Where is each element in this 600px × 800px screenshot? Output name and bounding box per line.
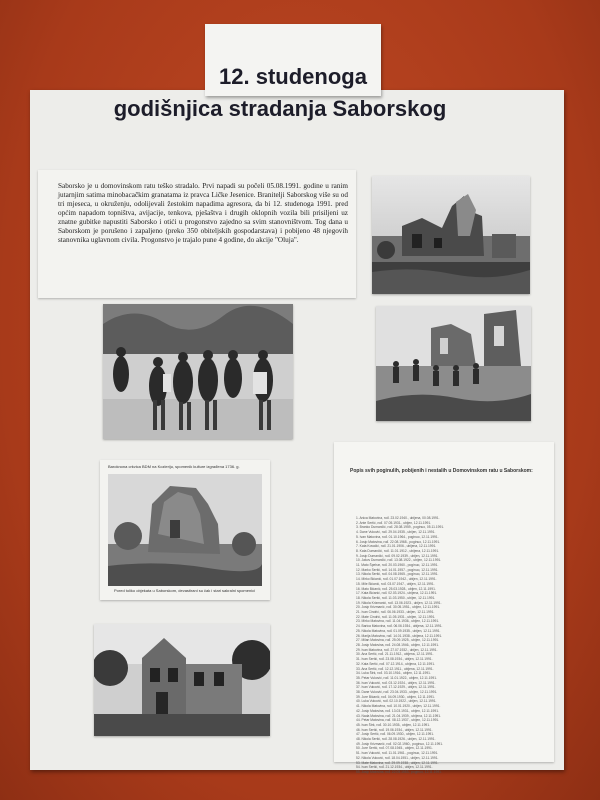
victim-list-item: 13. Nikola Sertić, rođ. 04.08.1965., poginuo, 12.11.1991. bbox=[356, 572, 439, 577]
victim-list-item: 35. Petar Vuković, rođ. 11.01.1922., ubijen, 12.11.1991. bbox=[356, 675, 437, 680]
stone-ruin-card bbox=[100, 460, 270, 600]
victim-list-item: 24. Barica Matovina, rođ. 06.06.1934., ubijena, 12.11.1991. bbox=[356, 624, 443, 629]
victim-list-item: 45. Ivan Štrk, rođ. 30.10.1935., ubijen, 12.11.1991. bbox=[356, 722, 430, 727]
victim-list-item: 9. Josip Dumančić, rođ. 09.02.1939., ubijen, 12.11.1991. bbox=[356, 553, 439, 558]
victim-list-item: 17. Kata Bićanić, rođ. 02.03.1924., ubijena, 12.11.1991. bbox=[356, 591, 438, 596]
victim-list-item: 50. Jure Sertić, rođ. 07.08.1945., ubijen, 12.11.1991. bbox=[356, 746, 433, 751]
victim-list-item: 7. Kata Kovačić, rođ. 21.01.1906., ubijena, 12.11.1991. bbox=[356, 544, 437, 549]
victim-list-item: 5. Ivan Matovina, rođ. 01.10.1964., poginuo, 12.11.1991. bbox=[356, 534, 439, 539]
victim-list-item: 1. Anica Matovina, rođ. 23.02.1940., ubijena, 00.08.1991. bbox=[356, 516, 440, 520]
victim-list-item: 36. Ivan Vuković, rođ. 03.12.1924., ubijen, 12.11.1991. bbox=[356, 680, 436, 685]
stone-ruin-caption-bottom: Pored toliko objekata u Saborskom, devastirani su čak i stari sakralni spomenici bbox=[114, 588, 255, 593]
victim-list-item: 49. Josip Krizmanić, rođ. 02.02.1960., poginuo, 12.11.1991. bbox=[356, 741, 443, 746]
victim-list-item: 29. Ivan Matovina, rođ. 27.07.1932., ubijen, 12.11.1991. bbox=[356, 647, 438, 652]
victim-list-item: 31. Ivan Sertić, rođ. 23.08.1934., ubijen, 12.11.1991. bbox=[356, 657, 433, 662]
victim-list-item: 40. Luka Vuković, rođ. 02.10.1922., ubijen, 12.11.1991. bbox=[356, 699, 437, 704]
victim-list-item: 19. Nikola Krizmanić, rođ. 13.06.1923., ubijen, 12.11.1991. bbox=[356, 600, 442, 605]
victim-list-item: 51. Ivan Vuković, rođ. 11.01.1961., poginuo, 12.11.1991. bbox=[356, 751, 439, 756]
victim-list-item: 2. Ante Sertić, rođ. 07.05.1931., ubijen, 12.11.1991. bbox=[356, 520, 432, 525]
victim-list-item: 48. Nikola Sertić, rođ. 28.08.1926., ubijen, 12.11.1991. bbox=[356, 737, 436, 742]
victims-list bbox=[356, 516, 546, 775]
victim-list-item: 22. Mate Cindrić, rođ. 11.05.1931., ubijen, 12.11.1991. bbox=[356, 614, 436, 619]
stone-ruin-photo bbox=[108, 474, 262, 586]
victim-list-item: 37. Ivan Vuković, rođ. 17.12.1929., ubijen, 12.11.1991. bbox=[356, 685, 436, 690]
victims-list-title: Popis svih poginulih, pobijenih i nestalih u Domovinskom ratu u Saborskom: bbox=[350, 468, 533, 474]
victim-list-item: 54. Ivan Sertić, rođ. 21.12.1934., ubijen, 12.11.1991. bbox=[356, 765, 433, 770]
victim-list-item: 6. Josip Matovina, rođ. 22.08.1968., poginuo, 12.11.1991. bbox=[356, 539, 441, 544]
victim-list-item: 28. Josip Matovina, rođ. 24.08.1946., ubijen, 12.11.1991. bbox=[356, 642, 439, 647]
victim-list-item: 38. Dane Vuković, rođ. 23.04.1933., ubijen, 12.11.1991. bbox=[356, 690, 438, 695]
victim-list-item: 55. Josip Matovina, rođ. 22.05.1953., poginuo, 12.11.1991. bbox=[356, 769, 442, 774]
stone-ruin-caption-top: Baroknona crkvica BDM na Kozleriju, spomenik kulture izgrađena 1736. g. bbox=[108, 464, 240, 469]
victim-list-item: 39. Jure Bićanić, rođ. 04.09.1930., ubijen, 12.11.1991. bbox=[356, 694, 435, 699]
victims-list-card bbox=[334, 442, 554, 774]
victim-list-item: 26. Marija Matovina, rođ. 14.01.1938., ubijena, 12.11.1991. bbox=[356, 633, 443, 638]
victim-list-item: 25. Nikola Matovina, rođ. 01.09.1935., ubijen, 12.11.1991. bbox=[356, 628, 441, 633]
title-card bbox=[205, 24, 381, 96]
victim-list-item: 41. Nikola Matovina, rođ. 10.01.1920., ubijen, 12.11.1991. bbox=[356, 704, 441, 709]
title-line-1: 12. studenoga bbox=[219, 64, 367, 89]
victim-list-item: 21. Ivan Cindrić, rođ. 06.06.1933., ubijen, 12.11.1991. bbox=[356, 610, 435, 615]
victim-list-item: 46. Ivan Sertić, rođ. 19.06.1934., ubijen, 12.11.1991. bbox=[356, 727, 433, 732]
victim-list-item: 52. Nikola Vuković, rođ. 18.04.1951., ubijen, 12.11.1991. bbox=[356, 755, 439, 760]
procession-photo bbox=[103, 304, 293, 439]
victim-list-item: 47. Josip Sertić, rođ. 06.09.1930., ubijen, 12.11.1991. bbox=[356, 732, 435, 737]
title-line-2: godišnjica stradanja Saborskog bbox=[113, 96, 447, 121]
victim-list-item: 34. Luka Štrk, rođ. 03.10.1916., ubijen, 12.11.1991. bbox=[356, 671, 431, 676]
victim-list-item: 43. Nada Matovina, rođ. 21.04.1939., ubijena, 12.11.1991. bbox=[356, 713, 441, 718]
victim-list-item: 27. Milan Matovina, rođ. 25.09.1925., ubijen, 12.11.1991. bbox=[356, 638, 440, 643]
victim-list-item: 32. Kata Sertić, rođ. 07.12.1914., ubijena, 12.11.1991. bbox=[356, 661, 435, 666]
victim-list-item: 42. Josip Matovina, rođ. 13.03.1931., ubijen, 12.11.1991. bbox=[356, 708, 439, 713]
victim-list-item: 11. Mato Špehar, rođ. 20.03.1960., poginuo, 12.11.1991. bbox=[356, 563, 439, 568]
victim-list-item: 14. Mirko Bićanić, rođ. 01.07.1942., ubijen, 12.11.1991. bbox=[356, 577, 437, 582]
intro-text: Saborsko je u domovinskom ratu teško stradalo. Prvi napadi su počeli 05.08.1991. godine u ranim jutarnjim satima minobacačkim granatama iz pravca Ličke Jesenice. Branitelji Saborskog više su od tri mjeseca, u okruženju, odolijevali žestokim napadima agresora, da bi 12. studenoga 1991. pred općim napadom topništva, avijacije, tenkova, pješaštva i drugih oklopnih vozila bili prisiljeni uz znatne gubitke napustiti Saborsko i otići u progonstvo zajedno sa svim stanovništvom. Tog dana u Saborskom je porušeno i zapaljeno (preko 350 obiteljskih gospodarstava) i pobijeno 48 njegovih stanovnika uglavnom civila. Progonstvo je trajalo pune 4 godine, do akcije "Oluja". bbox=[58, 182, 348, 244]
victim-list-item: 53. Mate Matovina, rođ. 29.09.1938., ubijen, 12.11.1991. bbox=[356, 760, 439, 765]
ruined-house-photo bbox=[372, 176, 530, 294]
church-ruin-crowd-photo bbox=[376, 306, 531, 421]
victim-list-item: 33. Ana Sertić, rođ. 12.12.1911., ubijena, 12.11.1991. bbox=[356, 666, 434, 671]
victim-list-item: 30. Ana Sertić, rođ. 21.11.1912., ubijena, 12.11.1991. bbox=[356, 652, 434, 657]
victim-list-item: 15. Mile Bićanić, rođ. 03.07.1947., ubijen, 12.11.1991. bbox=[356, 581, 435, 586]
victim-list-item: 44. Petar Matovina, rođ. 08.12.1937., ubijen, 12.11.1991. bbox=[356, 718, 440, 723]
victim-list-item: 10. Jakov Dumančić, rođ. 13.08.1922., ubijen, 12.11.1991. bbox=[356, 558, 442, 563]
victim-list-item: 23. Mirko Matovina, rođ. 11.04.1936., ubijen, 12.11.1991. bbox=[356, 619, 440, 624]
burned-house-photo bbox=[94, 624, 270, 736]
victim-list-item: 12. Marko Sertić, rođ. 14.01.1957., poginuo, 12.11.1991. bbox=[356, 567, 439, 572]
victim-list-item: 3. Branko Dumančić, rođ. 28.08.1959., poginuo, 05.11.1991. bbox=[356, 525, 445, 530]
victim-list-item: 16. Mato Bićanić, rođ. 25.03.1928., ubijen, 12.11.1991. bbox=[356, 586, 436, 591]
victim-list-item: 4. Dane Vuković, rođ. 29.04.1935., ubijen, 12.11.1991. bbox=[356, 530, 436, 535]
victim-list-item: 8. Kata Dumančić, rođ. 11.01.1912., ubijena, 12.11.1991. bbox=[356, 548, 440, 553]
victim-list-item: 18. Nikola Sertić, rođ. 11.03.1950., ubijen, 12.11.1991. bbox=[356, 595, 436, 600]
victim-list-item: 20. Josip Krizmanić, rođ. 30.05.1951., ubijen, 12.11.1991. bbox=[356, 605, 441, 610]
intro-card bbox=[38, 170, 356, 298]
